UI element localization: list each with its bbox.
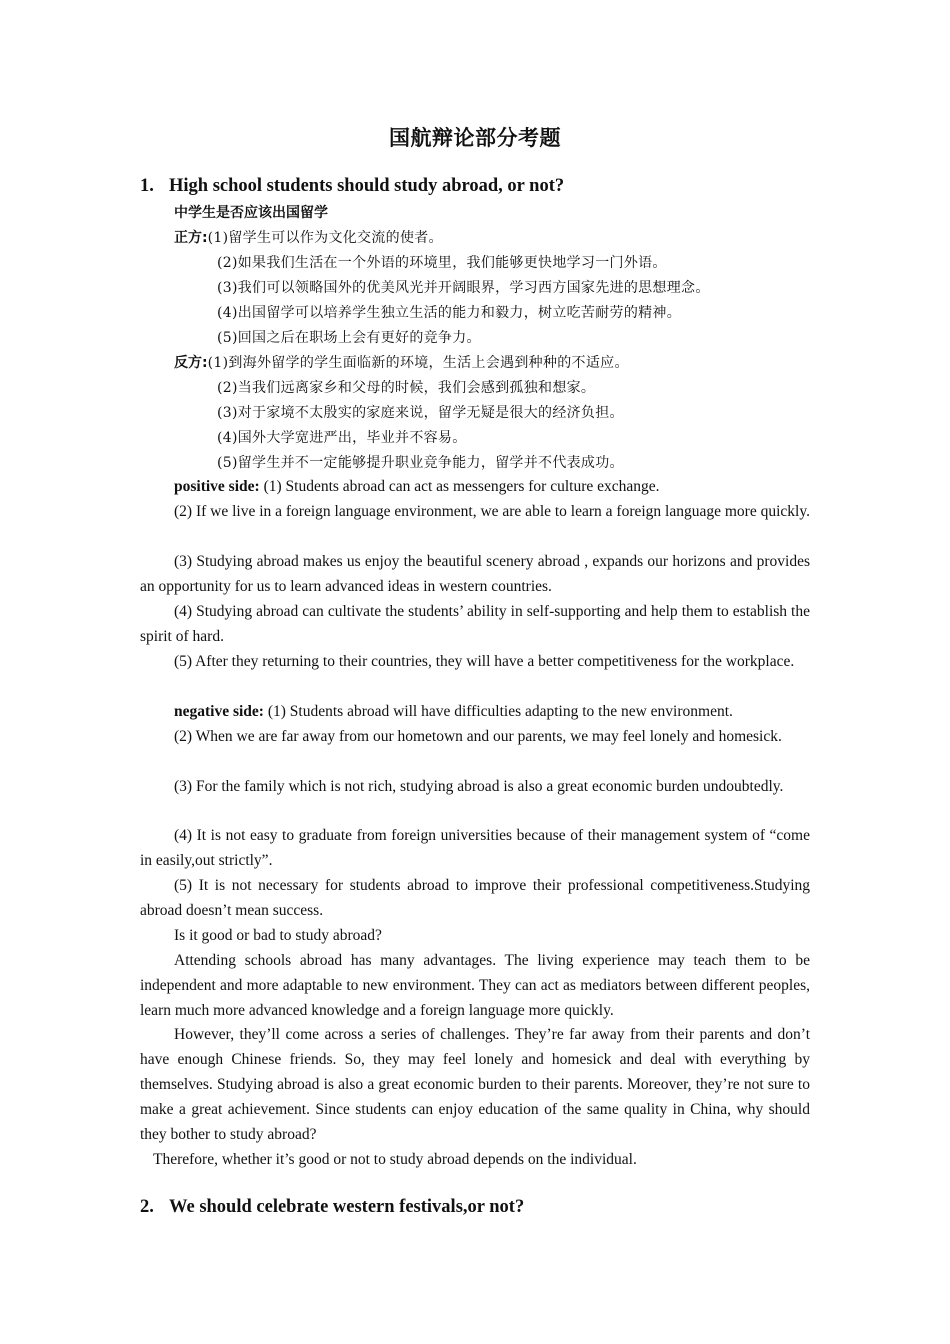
positive-item-text: (1) Students abroad can act as messengers for culture exchange.: [259, 478, 660, 495]
negative-label: negative side:: [174, 703, 264, 720]
pro-item: (3)我们可以领略国外的优美风光并开阔眼界，学习西方国家先进的思想理念。: [217, 280, 710, 296]
pro-item: (4)出国留学可以培养学生独立生活的能力和毅力，树立吃苦耐劳的精神。: [217, 305, 682, 321]
essay-paragraph: However, they’ll come across a series of challenges. They’re far away from their parents and don’t have enough Chinese friends. So, they may feel lonely and homesick and deal with everything by themselves. Studying abroad is also a great economic burden to their parents. Moreover, they’re not sure to make a great achievement. Since students can enjoy education of the same quality in China, why should they bother to study abroad?: [140, 1026, 810, 1143]
con-item-1-line: [174, 352, 629, 372]
positive-item: (2) If we live in a foreign language environment, we are able to learn a foreign language more quickly.: [174, 503, 810, 520]
essay-conclusion: Therefore, whether it’s good or not to study abroad depends on the individual.: [153, 1151, 637, 1168]
question-1-number: 1.: [140, 176, 154, 196]
negative-item-1: [140, 699, 810, 724]
pro-item-1-line: [174, 227, 443, 247]
positive-item: (5) After they returning to their countries, they will have a better competitiveness for the workplace.: [174, 653, 795, 670]
con-item: (5)留学生并不一定能够提升职业竞争能力，留学并不代表成功。: [217, 455, 624, 471]
question-2-number: 2.: [140, 1197, 154, 1217]
con-item: (2)当我们远离家乡和父母的时候，我们会感到孤独和想家。: [217, 380, 596, 396]
negative-item: (2) When we are far away from our hometown and our parents, we may feel lonely and homesick.: [174, 728, 782, 745]
pro-item: (5)回国之后在职场上会有更好的竞争力。: [217, 330, 481, 346]
negative-item: (3) For the family which is not rich, studying abroad is also a great economic burden undoubtedly.: [174, 778, 784, 795]
con-item: (1)到海外留学的学生面临新的环境，生活上会遇到种种的不适应。: [207, 355, 629, 371]
essay-question: Is it good or bad to study abroad?: [174, 927, 382, 944]
pro-item: (2)如果我们生活在一个外语的环境里，我们能够更快地学习一门外语。: [217, 255, 667, 271]
negative-item: (5) It is not necessary for students abroad to improve their professional competitiveness.Studying abroad doesn’t mean success.: [140, 877, 810, 919]
question-1-text: High school students should study abroad, or not?: [169, 176, 565, 196]
negative-item-text: (1) Students abroad will have difficulties adapting to the new environment.: [263, 703, 733, 720]
positive-item-1: [140, 474, 810, 499]
essay-paragraph: Attending schools abroad has many advantages. The living experience may teach them to be independent and more adaptable to new environment. They can act as mediators between different peoples, learn much more advanced knowledge and a foreign language more quickly.: [140, 952, 810, 1019]
con-label: 反方:: [174, 355, 208, 371]
con-item: (4)国外大学宽进严出，毕业并不容易。: [217, 430, 467, 446]
question-2-text: We should celebrate western festivals,or not?: [169, 1197, 525, 1217]
positive-label: positive side:: [174, 478, 260, 495]
pro-label: 正方:: [174, 230, 208, 246]
positive-item: (4) Studying abroad can cultivate the students’ ability in self-supporting and help them to establish the spirit of hard.: [140, 603, 810, 645]
document-title: 国航辩论部分考题: [389, 126, 561, 150]
question-1-heading: [140, 176, 564, 197]
positive-item: (3) Studying abroad makes us enjoy the beautiful scenery abroad , expands our horizons and provides an opportunity for us to learn advanced ideas in western countries.: [140, 553, 810, 595]
question-1-chinese: 中学生是否应该出国留学: [174, 205, 328, 221]
pro-item: (1)留学生可以作为文化交流的使者。: [207, 230, 443, 246]
negative-item: (4) It is not easy to graduate from foreign universities because of their management system of “come in easily,out strictly”.: [140, 827, 810, 869]
question-2-heading: [140, 1197, 524, 1218]
con-item: (3)对于家境不太殷实的家庭来说，留学无疑是很大的经济负担。: [217, 405, 624, 421]
